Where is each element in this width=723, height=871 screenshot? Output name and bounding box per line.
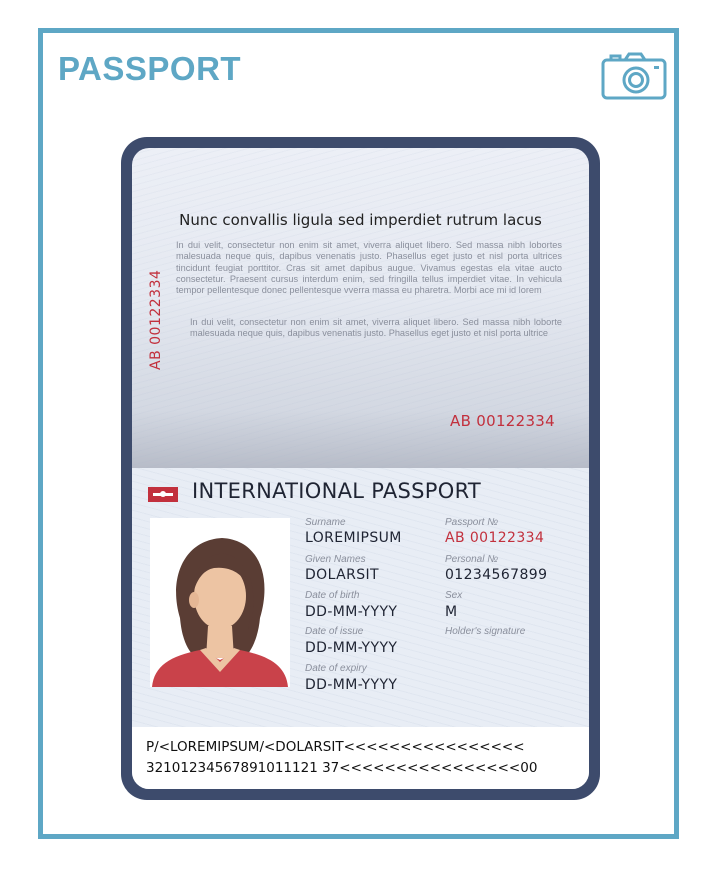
page-headline: Nunc convallis ligula sed imperdiet rutrum lacus	[179, 211, 542, 229]
passport-data-page	[132, 468, 589, 789]
mrz-line-2: 32101234567891011121 37<<<<<<<<<<<<<<<<00	[146, 760, 538, 776]
passport-booklet	[121, 137, 600, 800]
given-names-label: Given Names	[305, 554, 366, 565]
machine-readable-zone	[132, 727, 589, 789]
personal-no-label: Personal №	[445, 554, 499, 565]
mrz-line-1: P/<LOREMIPSUM/<DOLARSIT<<<<<<<<<<<<<<<<	[146, 739, 525, 755]
flag-icon	[148, 487, 178, 502]
given-names-value: DOLARSIT	[305, 567, 379, 583]
camera-icon[interactable]	[601, 51, 667, 100]
personal-no-value: 01234567899	[445, 567, 548, 583]
surname-value: LOREMIPSUM	[305, 530, 402, 546]
expiry-label: Date of expiry	[305, 663, 367, 674]
dob-value: DD-MM-YYYY	[305, 604, 398, 620]
body-paragraph-2: In dui velit, consectetur non enim sit amet, viverra aliquet libero. Sed massa nibh loborte malesuada neque quis, dapibus venenatis justo. Phasellus eget justo et nisl porta ultrice	[190, 317, 562, 339]
page-title: PASSPORT	[58, 50, 242, 87]
issue-value: DD-MM-YYYY	[305, 640, 398, 656]
passport-no-label: Passport №	[445, 517, 499, 528]
document-title: INTERNATIONAL PASSPORT	[192, 479, 482, 503]
signature-label: Holder's signature	[445, 626, 526, 637]
holder-photo	[150, 518, 290, 687]
surname-label: Surname	[305, 517, 346, 528]
issue-label: Date of issue	[305, 626, 364, 637]
horizontal-passport-number: AB 00122334	[450, 412, 555, 430]
passport-no-value: AB 00122334	[445, 530, 545, 546]
dob-label: Date of birth	[305, 590, 360, 601]
sex-value: M	[445, 604, 458, 620]
expiry-value: DD-MM-YYYY	[305, 677, 398, 693]
body-paragraph-1: In dui velit, consectetur non enim sit amet, viverra aliquet libero. Sed massa nibh lobortes malesuada neque quis, dapibus venenatis justo. Phasellus eget justo et nisl porta ultrices tincidunt feugiat porttitor. Cras sit amet dapibus augue. Vivamus egestas ela vitae aucto consectetur. Praesent cursus interdum enim, sed fringilla tellus imperdiet vitae. In vehicula tempor pellentesque donec pellentesque vverra massa eu pharetra. Morbi ace mi id lorem	[176, 240, 562, 296]
passport-visa-page	[132, 148, 589, 468]
sex-label: Sex	[445, 590, 463, 601]
vertical-passport-number: AB 00122334	[148, 269, 164, 370]
